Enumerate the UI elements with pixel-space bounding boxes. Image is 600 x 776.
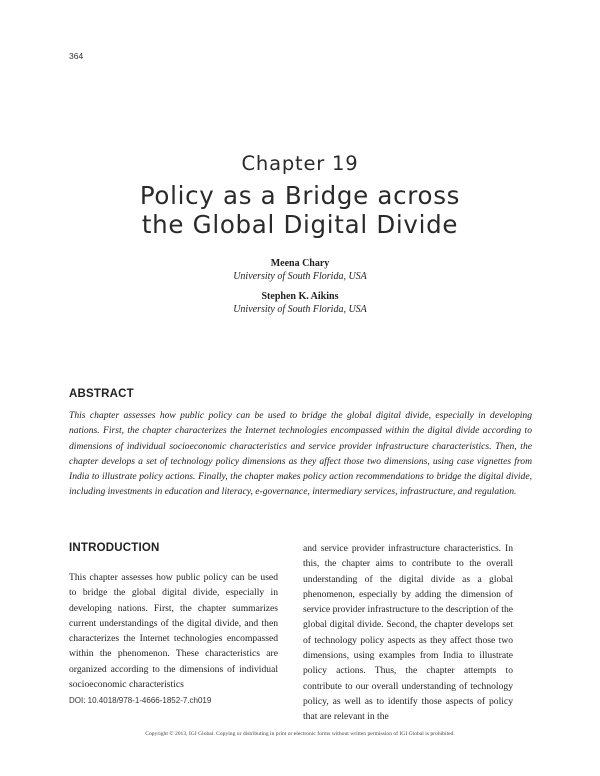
introduction-heading: INTRODUCTION <box>69 542 160 554</box>
abstract-text: This chapter assesses how public policy can be used to bridge the global digital divide, especially in developing nations. First, the chapter characterizes the Internet technologies encompassed within the digital divide according to dimensions of individual socioeconomic characteristics and service provider infrastructure characteristics. Then, the chapter develops a set of technology policy dimensions as they affect those two dimensions, using case vignettes from India to illustrate policy actions. Finally, the chapter makes policy action recommendations to bridge the digital divide, including investments in education and literacy, e-governance, intermediary services, infrastructure, and regulation. <box>69 410 532 498</box>
abstract-heading: ABSTRACT <box>69 388 134 400</box>
chapter-title-line-1: Policy as a Bridge across <box>139 181 461 210</box>
author-name: Stephen K. Aikins <box>261 291 339 302</box>
doi-line: DOI: 10.4018/978-1-4666-1852-7.ch019 <box>69 696 212 705</box>
copyright-notice: Copyright © 2013, IGI Global. Copying or distributing in print or electronic forms without written permission of IGI Global is prohibited. <box>145 731 455 737</box>
introduction-right-column: and service provider infrastructure characteristics. In this, the chapter aims to contribute to the overall understanding of the digital divide as a global phenomenon, especially by adding the dimension of service provider infrastructure to the description of the global digital divide. Second, the chapter develops set of technology policy aspects as they affect those two dimensions, using examples from India to illustrate policy actions. Thus, the chapter attempts to contribute to our overall understanding of technology policy, as well as to identify those aspects of policy that are relevant in the <box>303 543 513 723</box>
chapter-title-line-2: the Global Digital Divide <box>141 210 459 239</box>
chapter-title <box>0 181 600 239</box>
page-number: 364 <box>69 51 84 61</box>
introduction-left-column: This chapter assesses how public policy can be used to bridge the global digital divide, especially in developing nations. First, the chapter summarizes current understandings of the digital divide, and then characterizes the Internet technologies encompassed within the phenomenon. These characteristics are organized according to the dimensions of individual socioeconomic characteristics <box>69 572 278 691</box>
author-affiliation: University of South Florida, USA <box>233 271 367 282</box>
author-block-1 <box>0 258 600 283</box>
author-name: Meena Chary <box>270 258 330 269</box>
author-block-2 <box>0 291 600 316</box>
author-affiliation: University of South Florida, USA <box>233 304 367 315</box>
chapter-label: Chapter 19 <box>241 152 359 175</box>
